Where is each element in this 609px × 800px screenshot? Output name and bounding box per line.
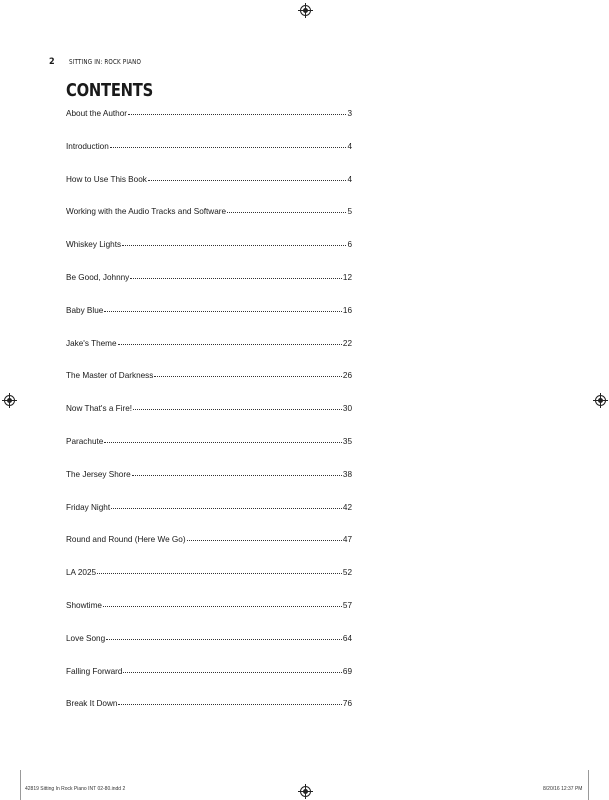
toc-entry-page: 76 <box>342 699 352 709</box>
toc-entry-page: 22 <box>342 338 352 348</box>
dot-leader <box>97 572 342 574</box>
toc-entry-page: 4 <box>347 174 352 184</box>
page-number: 2 <box>49 57 55 67</box>
dot-leader <box>118 343 342 345</box>
toc-entry-page: 12 <box>342 272 352 282</box>
dot-leader <box>118 703 341 705</box>
dot-leader <box>103 605 342 607</box>
toc-entry-title: Introduction <box>66 141 109 151</box>
toc-entry-title: The Master of Darkness <box>66 371 154 381</box>
dot-leader <box>123 671 341 673</box>
toc-entry <box>66 403 352 436</box>
toc-entry <box>66 600 352 633</box>
dot-leader <box>104 441 342 443</box>
toc-entry-title: Baby Blue <box>66 305 104 315</box>
registration-mark-right-icon <box>595 395 606 406</box>
toc-entry-title: Be Good, Johnny <box>66 272 130 282</box>
crop-mark <box>20 770 21 800</box>
toc-entry <box>66 370 352 403</box>
registration-mark-top-icon <box>300 5 311 16</box>
toc-entry <box>66 338 352 371</box>
slug-file-info: 42819 Sitting In Rock Piano INT 02-80.indd 2 <box>25 786 126 792</box>
registration-mark-left-icon <box>4 395 15 406</box>
dot-leader <box>132 474 342 476</box>
registration-mark-bottom-icon <box>300 786 311 797</box>
toc-entry-page: 16 <box>342 305 352 315</box>
toc-entry <box>66 141 352 174</box>
dot-leader <box>111 507 342 509</box>
dot-leader <box>133 408 342 410</box>
dot-leader <box>104 310 342 312</box>
dot-leader <box>154 375 342 377</box>
toc-entry-title: Working with the Audio Tracks and Software <box>66 207 227 217</box>
dot-leader <box>128 113 346 115</box>
toc-entry-page: 5 <box>347 207 352 217</box>
toc-entry-title: Whiskey Lights <box>66 240 122 250</box>
toc-entry <box>66 436 352 469</box>
toc-entry-page: 69 <box>342 666 352 676</box>
toc-entry-title: Parachute <box>66 436 104 446</box>
toc-entry-title: Break It Down <box>66 699 118 709</box>
table-of-contents <box>66 108 352 731</box>
toc-entry-title: Falling Forward <box>66 666 123 676</box>
toc-entry-page: 30 <box>342 404 352 414</box>
toc-entry-title: How to Use This Book <box>66 174 147 184</box>
toc-entry-page: 42 <box>342 502 352 512</box>
dot-leader <box>148 179 347 181</box>
dot-leader <box>122 244 346 246</box>
toc-entry-page: 38 <box>342 469 352 479</box>
toc-entry-page: 57 <box>342 600 352 610</box>
toc-entry-page: 3 <box>347 109 352 118</box>
toc-entry <box>66 108 352 141</box>
toc-entry-title: Jake's Theme <box>66 338 117 348</box>
toc-entry <box>66 469 352 502</box>
toc-entry <box>66 666 352 699</box>
toc-entry <box>66 206 352 239</box>
toc-entry-title: LA 2025 <box>66 568 97 578</box>
page-title: CONTENTS <box>66 80 153 101</box>
toc-entry-page: 47 <box>342 535 352 545</box>
crop-mark <box>588 770 589 800</box>
toc-entry <box>66 272 352 305</box>
running-header <box>49 57 159 67</box>
toc-entry-title: The Jersey Shore <box>66 469 131 479</box>
toc-entry <box>66 633 352 666</box>
toc-entry <box>66 502 352 535</box>
toc-entry <box>66 698 352 731</box>
dot-leader <box>110 146 347 148</box>
running-title: SITTING IN: ROCK PIANO <box>69 58 142 66</box>
toc-entry-page: 26 <box>342 371 352 381</box>
toc-entry-page: 64 <box>342 633 352 643</box>
dot-leader <box>130 277 342 279</box>
dot-leader <box>227 211 346 213</box>
toc-entry-page: 52 <box>342 568 352 578</box>
toc-entry <box>66 174 352 207</box>
toc-entry-title: Showtime <box>66 600 102 610</box>
dot-leader <box>187 539 342 541</box>
toc-entry-title: Friday Night <box>66 502 111 512</box>
toc-entry <box>66 567 352 600</box>
toc-entry-title: Round and Round (Here We Go) <box>66 535 186 545</box>
slug-date: 8/20/16 12:37 PM <box>543 786 583 792</box>
toc-entry-title: Now That's a Fire! <box>66 404 133 414</box>
dot-leader <box>106 638 342 640</box>
toc-entry-title: About the Author <box>66 109 127 118</box>
toc-entry-page: 6 <box>347 240 352 250</box>
toc-entry-title: Love Song <box>66 633 106 643</box>
toc-entry <box>66 305 352 338</box>
toc-entry-page: 35 <box>342 436 352 446</box>
toc-entry <box>66 239 352 272</box>
toc-entry-page: 4 <box>347 141 352 151</box>
toc-entry <box>66 534 352 567</box>
